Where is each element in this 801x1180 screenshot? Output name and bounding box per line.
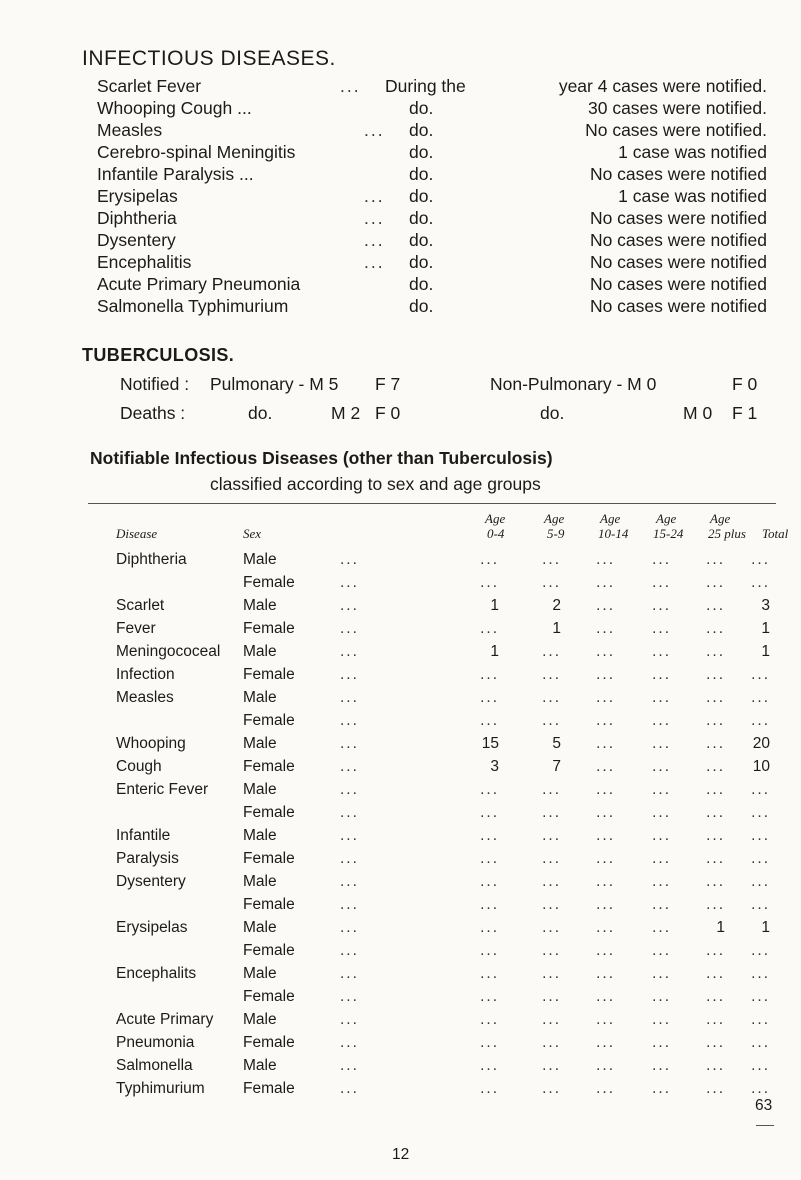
table-cell-empty: ... bbox=[706, 942, 725, 959]
page-title: INFECTIOUS DISEASES. bbox=[82, 47, 336, 70]
table-cell-empty: ... bbox=[542, 988, 561, 1005]
table-cell-empty: ... bbox=[652, 551, 671, 568]
table-cell-empty: ... bbox=[751, 574, 770, 591]
table-cell-empty: ... bbox=[652, 988, 671, 1005]
leader-dots: ... bbox=[340, 1011, 359, 1028]
table-cell-empty: ... bbox=[542, 1011, 561, 1028]
table-cell-empty: ... bbox=[542, 643, 561, 660]
table-cell-empty: ... bbox=[652, 735, 671, 752]
header-age: Age bbox=[710, 511, 731, 526]
tb-deaths-non: do. bbox=[540, 403, 565, 423]
tb-notified-label: Notified : bbox=[120, 374, 190, 394]
table-cell-empty: ... bbox=[596, 919, 615, 936]
tb-notified-non-f: F 0 bbox=[732, 374, 758, 394]
table-cell-empty: ... bbox=[480, 850, 499, 867]
table-cell-empty: ... bbox=[542, 942, 561, 959]
table-cell-value: 1 bbox=[761, 620, 770, 637]
table-cell-disease: Whooping bbox=[116, 735, 186, 752]
table-cell-empty: ... bbox=[706, 850, 725, 867]
table-cell-empty: ... bbox=[706, 988, 725, 1005]
table-cell-empty: ... bbox=[480, 781, 499, 798]
header-age: Age bbox=[656, 511, 677, 526]
table-cell-empty: ... bbox=[652, 1011, 671, 1028]
table-cell-empty: ... bbox=[542, 1034, 561, 1051]
notification-disease: Salmonella Typhimurium bbox=[97, 296, 289, 316]
notification-disease: Erysipelas bbox=[97, 186, 178, 206]
table-cell-empty: ... bbox=[596, 735, 615, 752]
table-cell-empty: ... bbox=[652, 666, 671, 683]
notification-disease: Cerebro-spinal Meningitis bbox=[97, 142, 296, 162]
table-cell-sex: Female bbox=[243, 620, 295, 637]
notification-disease: Infantile Paralysis ... bbox=[97, 164, 254, 184]
table-cell-empty: ... bbox=[652, 919, 671, 936]
leader-dots: ... bbox=[340, 942, 359, 959]
leader-dots: ... bbox=[340, 988, 359, 1005]
table-cell-empty: ... bbox=[706, 712, 725, 729]
table-cell-empty: ... bbox=[542, 1057, 561, 1074]
table-cell-empty: ... bbox=[706, 666, 725, 683]
table-cell-empty: ... bbox=[706, 551, 725, 568]
table-cell-value: 1 bbox=[490, 643, 499, 660]
table-cell-empty: ... bbox=[480, 942, 499, 959]
table-cell-empty: ... bbox=[596, 666, 615, 683]
table-cell-empty: ... bbox=[652, 873, 671, 890]
header-age-5-9: 5-9 bbox=[547, 526, 565, 541]
table-cell-sex: Female bbox=[243, 574, 295, 591]
table-cell-disease: Scarlet bbox=[116, 597, 165, 614]
tb-deaths-non-f: F 1 bbox=[732, 403, 758, 423]
leader-dots: ... bbox=[340, 827, 359, 844]
header-age-0-4: 0-4 bbox=[487, 526, 505, 541]
table-cell-sex: Female bbox=[243, 1034, 295, 1051]
leader-dots: ... bbox=[340, 1080, 359, 1097]
table-cell-empty: ... bbox=[706, 804, 725, 821]
header-sex: Sex bbox=[243, 526, 262, 541]
leader-dots: ... bbox=[340, 643, 359, 660]
table-cell-disease: Erysipelas bbox=[116, 919, 188, 936]
table-cell-empty: ... bbox=[596, 551, 615, 568]
header-age: Age bbox=[600, 511, 621, 526]
table-top-rule bbox=[88, 503, 776, 504]
table-cell-sex: Female bbox=[243, 712, 295, 729]
notification-period: do. bbox=[409, 252, 434, 272]
table-cell-empty: ... bbox=[706, 643, 725, 660]
table-cell-empty: ... bbox=[596, 1034, 615, 1051]
table-cell-empty: ... bbox=[706, 1034, 725, 1051]
notification-disease: Measles bbox=[97, 120, 163, 140]
notification-disease: Whooping Cough ... bbox=[97, 98, 252, 118]
table-cell-empty: ... bbox=[706, 1011, 725, 1028]
table-cell-empty: ... bbox=[480, 1034, 499, 1051]
table-cell-empty: ... bbox=[542, 551, 561, 568]
header-age: Age bbox=[544, 511, 565, 526]
table-cell-empty: ... bbox=[480, 896, 499, 913]
table-cell-empty: ... bbox=[596, 873, 615, 890]
table-cell-sex: Female bbox=[243, 896, 295, 913]
tb-notified-non: Non-Pulmonary - M 0 bbox=[490, 374, 657, 394]
table-cell-disease: Typhimurium bbox=[116, 1080, 205, 1097]
table-cell-empty: ... bbox=[480, 827, 499, 844]
table-cell-empty: ... bbox=[652, 1034, 671, 1051]
table-cell-empty: ... bbox=[751, 551, 770, 568]
table-cell-disease: Measles bbox=[116, 689, 174, 706]
table-cell-sex: Male bbox=[243, 1057, 277, 1074]
table-cell-empty: ... bbox=[480, 1080, 499, 1097]
table-cell-empty: ... bbox=[652, 643, 671, 660]
table-cell-empty: ... bbox=[596, 896, 615, 913]
table-cell-empty: ... bbox=[652, 758, 671, 775]
notification-result: 1 case was notified bbox=[618, 142, 767, 162]
notification-result: year 4 cases were notified. bbox=[558, 76, 767, 96]
table-cell-empty: ... bbox=[542, 965, 561, 982]
header-total: Total bbox=[762, 526, 789, 541]
table-cell-empty: ... bbox=[706, 896, 725, 913]
table-cell-value: 5 bbox=[552, 735, 561, 752]
tb-deaths-pulmonary: do. bbox=[248, 403, 273, 423]
table-cell-disease: Enteric Fever bbox=[116, 781, 209, 798]
table-cell-empty: ... bbox=[480, 873, 499, 890]
table-cell-empty: ... bbox=[480, 804, 499, 821]
table-cell-empty: ... bbox=[652, 1080, 671, 1097]
leader-dots: ... bbox=[340, 574, 359, 591]
table-cell-value: 7 bbox=[552, 758, 561, 775]
tb-deaths-pulmonary-f: F 0 bbox=[375, 403, 401, 423]
notification-period: do. bbox=[409, 274, 434, 294]
table-cell-sex: Male bbox=[243, 689, 277, 706]
table-cell-empty: ... bbox=[542, 896, 561, 913]
table-cell-empty: ... bbox=[480, 551, 499, 568]
table-cell-sex: Female bbox=[243, 758, 295, 775]
tb-heading: TUBERCULOSIS. bbox=[82, 345, 235, 365]
table-cell-sex: Female bbox=[243, 1080, 295, 1097]
leader-dots: ... bbox=[340, 873, 359, 890]
table-cell-empty: ... bbox=[542, 804, 561, 821]
table-cell-empty: ... bbox=[480, 620, 499, 637]
table-cell-sex: Male bbox=[243, 1011, 277, 1028]
table-cell-empty: ... bbox=[596, 1057, 615, 1074]
table-cell-empty: ... bbox=[596, 804, 615, 821]
table-cell-empty: ... bbox=[751, 712, 770, 729]
table-cell-sex: Female bbox=[243, 850, 295, 867]
table-cell-empty: ... bbox=[652, 1057, 671, 1074]
leader-dots: ... bbox=[340, 597, 359, 614]
tb-deaths-label: Deaths : bbox=[120, 403, 186, 423]
notification-period: do. bbox=[409, 142, 434, 162]
notification-result: 1 case was notified bbox=[618, 186, 767, 206]
table-cell-empty: ... bbox=[706, 597, 725, 614]
table-cell-empty: ... bbox=[706, 827, 725, 844]
table-cell-empty: ... bbox=[652, 689, 671, 706]
table-cell-value: 1 bbox=[552, 620, 561, 637]
table-cell-empty: ... bbox=[596, 597, 615, 614]
table-cell-empty: ... bbox=[751, 1080, 770, 1097]
notification-disease: Acute Primary Pneumonia bbox=[97, 274, 301, 294]
table-cell-empty: ... bbox=[596, 850, 615, 867]
table-cell-empty: ... bbox=[596, 781, 615, 798]
notification-disease: Scarlet Fever bbox=[97, 76, 202, 96]
leader-dots: ... bbox=[340, 758, 359, 775]
table-cell-empty: ... bbox=[751, 1011, 770, 1028]
table-subtitle: classified according to sex and age groups bbox=[210, 474, 541, 494]
table-cell-disease: Dysentery bbox=[116, 873, 186, 890]
leader-dots: ... bbox=[340, 76, 361, 96]
table-cell-empty: ... bbox=[542, 827, 561, 844]
leader-dots: ... bbox=[340, 689, 359, 706]
table-cell-value: 3 bbox=[761, 597, 770, 614]
notification-period: do. bbox=[409, 208, 434, 228]
table-cell-value: 1 bbox=[490, 597, 499, 614]
table-cell-empty: ... bbox=[706, 1080, 725, 1097]
table-cell-empty: ... bbox=[480, 1057, 499, 1074]
table-cell-empty: ... bbox=[596, 712, 615, 729]
notification-result: No cases were notified bbox=[589, 252, 767, 272]
header-age-10-14: 10-14 bbox=[598, 526, 629, 541]
leader-dots: ... bbox=[340, 919, 359, 936]
table-cell-disease: Salmonella bbox=[116, 1057, 193, 1074]
table-cell-empty: ... bbox=[542, 712, 561, 729]
table-cell-sex: Male bbox=[243, 919, 277, 936]
grand-total: 63 bbox=[755, 1097, 773, 1114]
table-cell-empty: ... bbox=[542, 919, 561, 936]
table-cell-empty: ... bbox=[542, 850, 561, 867]
table-cell-empty: ... bbox=[542, 689, 561, 706]
table-cell-empty: ... bbox=[751, 689, 770, 706]
notification-period: do. bbox=[409, 120, 434, 140]
table-cell-empty: ... bbox=[652, 965, 671, 982]
table-cell-empty: ... bbox=[751, 896, 770, 913]
table-cell-empty: ... bbox=[652, 781, 671, 798]
table-cell-empty: ... bbox=[480, 574, 499, 591]
table-cell-empty: ... bbox=[596, 1080, 615, 1097]
table-cell-empty: ... bbox=[480, 689, 499, 706]
leader-dots: ... bbox=[340, 1034, 359, 1051]
header-age-25-plus: 25 plus bbox=[708, 526, 746, 541]
notification-period: do. bbox=[409, 296, 434, 316]
table-cell-empty: ... bbox=[652, 597, 671, 614]
table-cell-empty: ... bbox=[596, 965, 615, 982]
table-cell-empty: ... bbox=[480, 965, 499, 982]
table-cell-empty: ... bbox=[751, 965, 770, 982]
leader-dots: ... bbox=[340, 896, 359, 913]
table-cell-sex: Female bbox=[243, 804, 295, 821]
table-cell-disease: Paralysis bbox=[116, 850, 179, 867]
table-cell-value: 3 bbox=[490, 758, 499, 775]
table-cell-empty: ... bbox=[480, 712, 499, 729]
table-title: Notifiable Infectious Diseases (other than Tuberculosis) bbox=[90, 448, 553, 468]
header-disease: Disease bbox=[116, 526, 158, 541]
table-cell-value: 1 bbox=[761, 643, 770, 660]
table-cell-empty: ... bbox=[652, 896, 671, 913]
notification-disease: Diphtheria bbox=[97, 208, 177, 228]
notification-period: During the bbox=[385, 76, 466, 96]
leader-dots: ... bbox=[340, 965, 359, 982]
notification-result: No cases were notified. bbox=[585, 120, 767, 140]
table-cell-disease: Cough bbox=[116, 758, 162, 775]
table-cell-empty: ... bbox=[751, 666, 770, 683]
leader-dots: ... bbox=[364, 208, 385, 228]
table-cell-sex: Female bbox=[243, 666, 295, 683]
table-cell-empty: ... bbox=[751, 781, 770, 798]
leader-dots: ... bbox=[340, 666, 359, 683]
table-cell-empty: ... bbox=[706, 758, 725, 775]
table-cell-empty: ... bbox=[480, 666, 499, 683]
table-cell-disease: Diphtheria bbox=[116, 551, 187, 568]
table-cell-empty: ... bbox=[596, 988, 615, 1005]
tb-notified-pulmonary: Pulmonary - M 5 bbox=[210, 374, 339, 394]
leader-dots: ... bbox=[340, 804, 359, 821]
leader-dots: ... bbox=[340, 735, 359, 752]
table-cell-empty: ... bbox=[751, 827, 770, 844]
table-cell-empty: ... bbox=[652, 942, 671, 959]
table-cell-empty: ... bbox=[596, 574, 615, 591]
table-cell-empty: ... bbox=[542, 574, 561, 591]
header-age-15-24: 15-24 bbox=[653, 526, 684, 541]
table-cell-disease: Meningococeal bbox=[116, 643, 221, 660]
leader-dots: ... bbox=[364, 252, 385, 272]
notification-result: No cases were notified bbox=[589, 296, 767, 316]
table-cell-value: 1 bbox=[761, 919, 770, 936]
notification-period: do. bbox=[409, 98, 434, 118]
leader-dots: ... bbox=[340, 712, 359, 729]
table-cell-sex: Male bbox=[243, 643, 277, 660]
tb-deaths-non-m: M 0 bbox=[683, 403, 713, 423]
table-cell-empty: ... bbox=[596, 758, 615, 775]
table-cell-disease: Infection bbox=[116, 666, 175, 683]
notification-result: No cases were notified bbox=[589, 274, 767, 294]
table-cell-empty: ... bbox=[751, 942, 770, 959]
table-cell-empty: ... bbox=[751, 1034, 770, 1051]
table-cell-empty: ... bbox=[652, 574, 671, 591]
notification-disease: Dysentery bbox=[97, 230, 176, 250]
table-cell-empty: ... bbox=[706, 574, 725, 591]
table-cell-empty: ... bbox=[706, 620, 725, 637]
table-cell-value: 1 bbox=[716, 919, 725, 936]
table-cell-empty: ... bbox=[751, 988, 770, 1005]
table-cell-disease: Encephalits bbox=[116, 965, 197, 982]
table-cell-empty: ... bbox=[596, 827, 615, 844]
leader-dots: ... bbox=[340, 850, 359, 867]
table-cell-empty: ... bbox=[706, 735, 725, 752]
table-cell-empty: ... bbox=[596, 942, 615, 959]
notification-disease: Encephalitis bbox=[97, 252, 192, 272]
table-cell-empty: ... bbox=[706, 689, 725, 706]
tb-notified-pulmonary-f: F 7 bbox=[375, 374, 401, 394]
total-rule bbox=[756, 1125, 774, 1126]
table-cell-value: 10 bbox=[752, 758, 770, 775]
table-cell-value: 15 bbox=[481, 735, 499, 752]
table-cell-empty: ... bbox=[751, 850, 770, 867]
notification-result: No cases were notified bbox=[589, 164, 767, 184]
table-cell-sex: Male bbox=[243, 597, 277, 614]
table-cell-empty: ... bbox=[751, 873, 770, 890]
header-age: Age bbox=[485, 511, 506, 526]
leader-dots: ... bbox=[340, 1057, 359, 1074]
table-cell-empty: ... bbox=[751, 1057, 770, 1074]
notification-period: do. bbox=[409, 164, 434, 184]
table-cell-empty: ... bbox=[652, 827, 671, 844]
table-cell-sex: Male bbox=[243, 827, 277, 844]
table-cell-empty: ... bbox=[542, 873, 561, 890]
table-cell-empty: ... bbox=[596, 643, 615, 660]
notification-period: do. bbox=[409, 230, 434, 250]
table-cell-empty: ... bbox=[596, 689, 615, 706]
table-cell-empty: ... bbox=[480, 988, 499, 1005]
table-cell-sex: Male bbox=[243, 873, 277, 890]
notification-result: No cases were notified bbox=[589, 230, 767, 250]
notification-period: do. bbox=[409, 186, 434, 206]
tb-deaths-pulmonary-m: M 2 bbox=[331, 403, 361, 423]
table-cell-empty: ... bbox=[652, 712, 671, 729]
table-cell-disease: Acute Primary bbox=[116, 1011, 214, 1028]
table-cell-sex: Female bbox=[243, 942, 295, 959]
leader-dots: ... bbox=[364, 120, 385, 140]
table-cell-disease: Pneumonia bbox=[116, 1034, 195, 1051]
notification-result: 30 cases were notified. bbox=[588, 98, 767, 118]
table-cell-empty: ... bbox=[652, 804, 671, 821]
table-cell-empty: ... bbox=[542, 781, 561, 798]
table-cell-sex: Male bbox=[243, 735, 277, 752]
table-cell-sex: Female bbox=[243, 988, 295, 1005]
page-number: 12 bbox=[392, 1146, 410, 1163]
table-cell-empty: ... bbox=[706, 873, 725, 890]
table-cell-empty: ... bbox=[706, 1057, 725, 1074]
leader-dots: ... bbox=[340, 781, 359, 798]
table-cell-empty: ... bbox=[706, 781, 725, 798]
table-cell-empty: ... bbox=[596, 1011, 615, 1028]
table-cell-disease: Infantile bbox=[116, 827, 171, 844]
table-cell-empty: ... bbox=[706, 965, 725, 982]
notification-result: No cases were notified bbox=[589, 208, 767, 228]
table-cell-empty: ... bbox=[652, 850, 671, 867]
table-cell-sex: Male bbox=[243, 965, 277, 982]
table-cell-empty: ... bbox=[480, 919, 499, 936]
table-cell-empty: ... bbox=[652, 620, 671, 637]
table-cell-empty: ... bbox=[596, 620, 615, 637]
table-cell-empty: ... bbox=[542, 666, 561, 683]
leader-dots: ... bbox=[364, 186, 385, 206]
leader-dots: ... bbox=[340, 620, 359, 637]
leader-dots: ... bbox=[364, 230, 385, 250]
leader-dots: ... bbox=[340, 551, 359, 568]
table-cell-empty: ... bbox=[480, 1011, 499, 1028]
table-cell-value: 2 bbox=[552, 597, 561, 614]
table-cell-sex: Male bbox=[243, 551, 277, 568]
table-cell-empty: ... bbox=[751, 804, 770, 821]
table-cell-sex: Male bbox=[243, 781, 277, 798]
table-cell-disease: Fever bbox=[116, 620, 156, 637]
table-cell-value: 20 bbox=[752, 735, 770, 752]
table-cell-empty: ... bbox=[542, 1080, 561, 1097]
